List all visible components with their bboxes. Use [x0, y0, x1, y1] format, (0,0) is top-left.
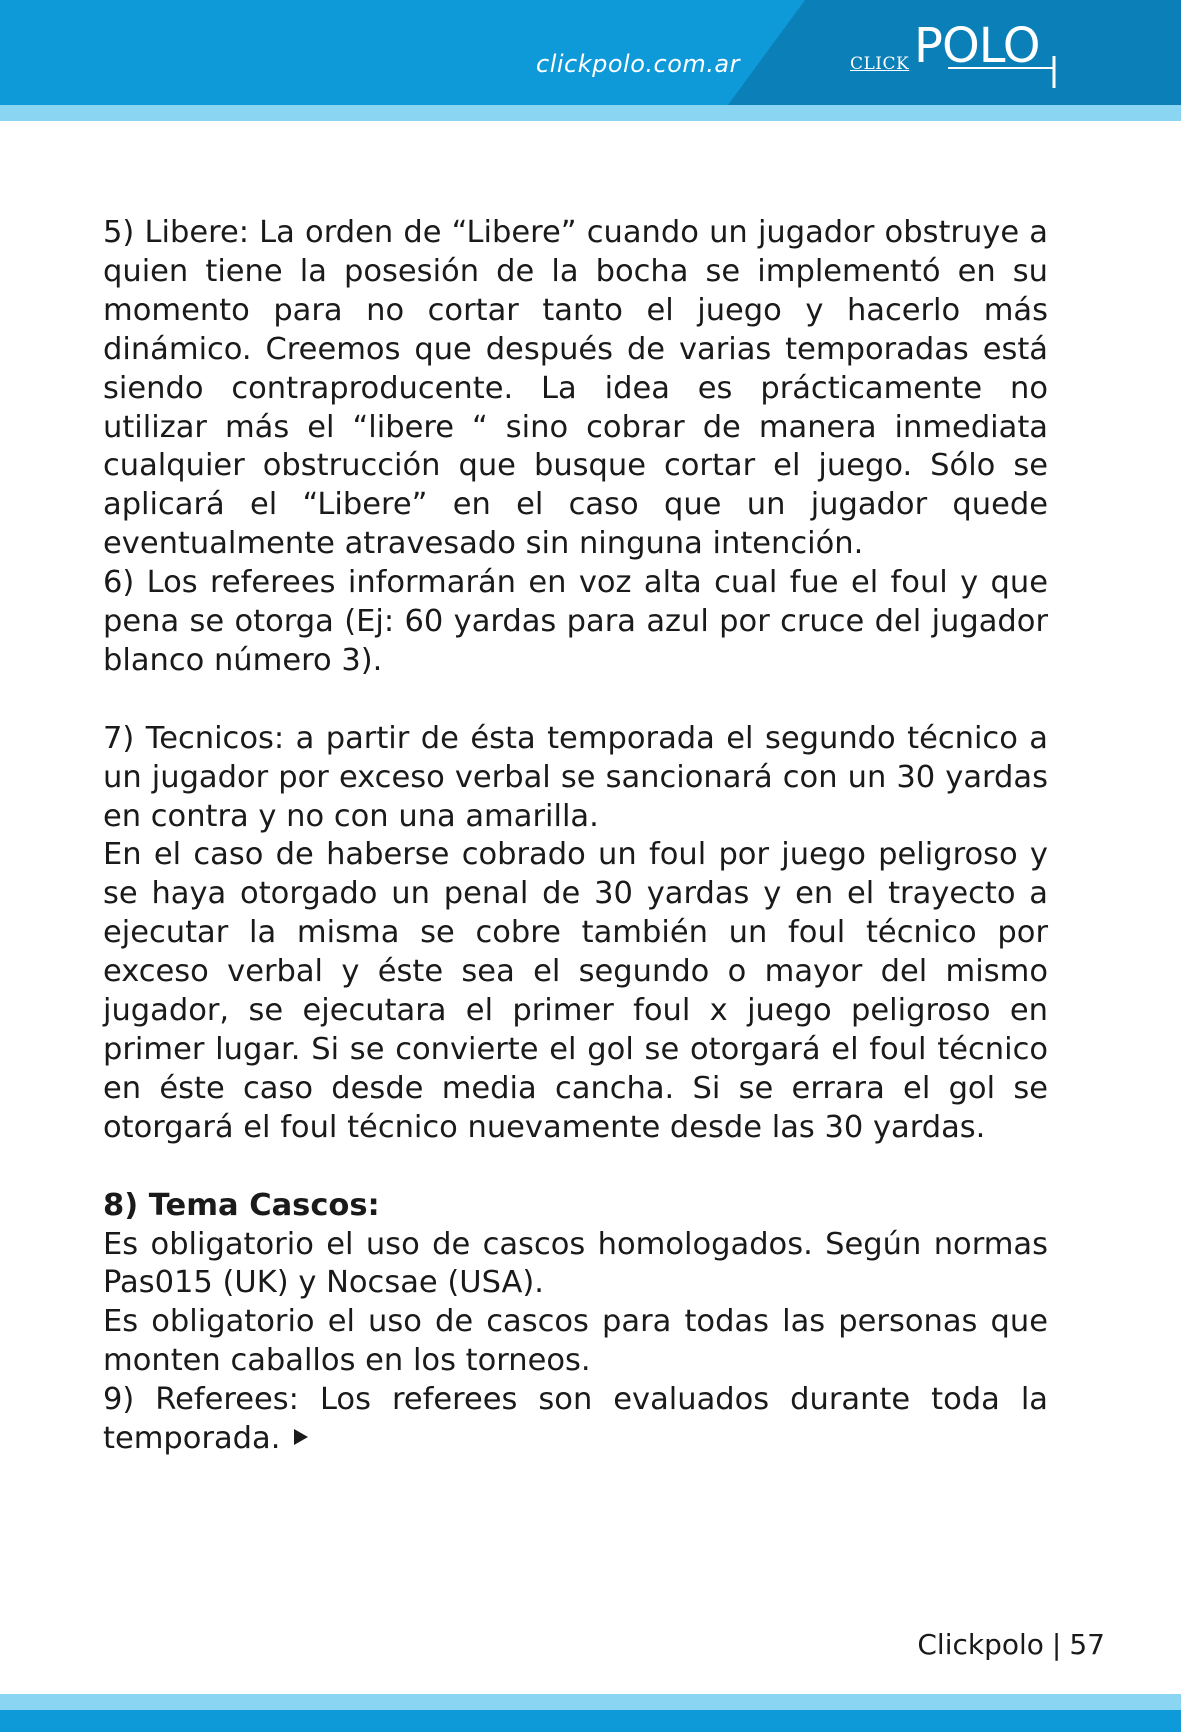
paragraph-gap: [103, 1148, 1048, 1187]
clickpolo-logo[interactable]: [848, 18, 1058, 92]
footer-band: [0, 1710, 1181, 1732]
rule-9-paragraph: [103, 1381, 1048, 1459]
rule-8-paragraph-a: Es obligatorio el uso de cascos homologados. Según normas Pas015 (UK) y Nocsae (USA).: [103, 1226, 1048, 1301]
rule-6-paragraph: 6) Los referees informarán en voz alta cual fue el foul y que pena se otorga (Ej: 60 yardas para azul por cruce del jugador blanco número 3).: [103, 565, 1048, 678]
paragraph-gap: [103, 681, 1048, 720]
rule-8-heading: 8) Tema Cascos:: [103, 1187, 380, 1223]
rule-9-text: 9) Referees: Los referees son evaluados durante toda la temporada.: [103, 1382, 1048, 1457]
continue-arrow-icon: [294, 1429, 308, 1445]
header-stripe: [0, 105, 1181, 121]
logo-click-text: CLICK: [850, 54, 910, 74]
footer-stripe: [0, 1694, 1181, 1710]
footer-brand: Clickpolo: [917, 1628, 1044, 1661]
rule-5-paragraph: 5) Libere: La orden de “Libere” cuando un jugador obstruye a quien tiene la posesión de la bocha se implementó en su momento para no cortar tanto el juego y hacerlo más dinámico. Creemos que después de varias temporadas está siendo contraproducente. La idea es prácticamente no utilizar más el “libere “ sino cobrar de manera inmediata cualquier obstrucción que busque cortar el juego. Sólo se aplicará el “Libere” en el caso que un jugador quede eventualmente atravesado sin ninguna intención.: [103, 215, 1048, 562]
rule-8-paragraph-b: Es obligatorio el uso de cascos para todas las personas que monten caballos en los torneos.: [103, 1304, 1048, 1379]
page-number: 57: [1069, 1628, 1105, 1661]
page-footer: [917, 1628, 1105, 1661]
rule-7-paragraph: 7) Tecnicos: a partir de ésta temporada el segundo técnico a un jugador por exceso verbal se sancionará con un 30 yardas en contra y no con una amarilla.: [103, 720, 1048, 834]
rule-7-detail-paragraph: En el caso de haberse cobrado un foul por juego peligroso y se haya otorgado un penal de 30 yardas y en el trayecto a ejecutar la misma se cobre también un foul técnico por exceso verbal y éste sea el segundo o mayor del mismo jugador, se ejecutara el primer foul x juego peligroso en primer lugar. Si se convierte el gol se otorgará el foul técnico en éste caso desde media cancha. Si se errara el gol se otorgará el foul técnico nuevamente desde las 30 yardas.: [103, 837, 1048, 1145]
logo-polo-text: POLO: [914, 18, 1040, 74]
article-body: [103, 214, 1048, 1459]
footer-separator: |: [1051, 1628, 1062, 1661]
site-url-link[interactable]: clickpolo.com.ar: [536, 50, 740, 78]
